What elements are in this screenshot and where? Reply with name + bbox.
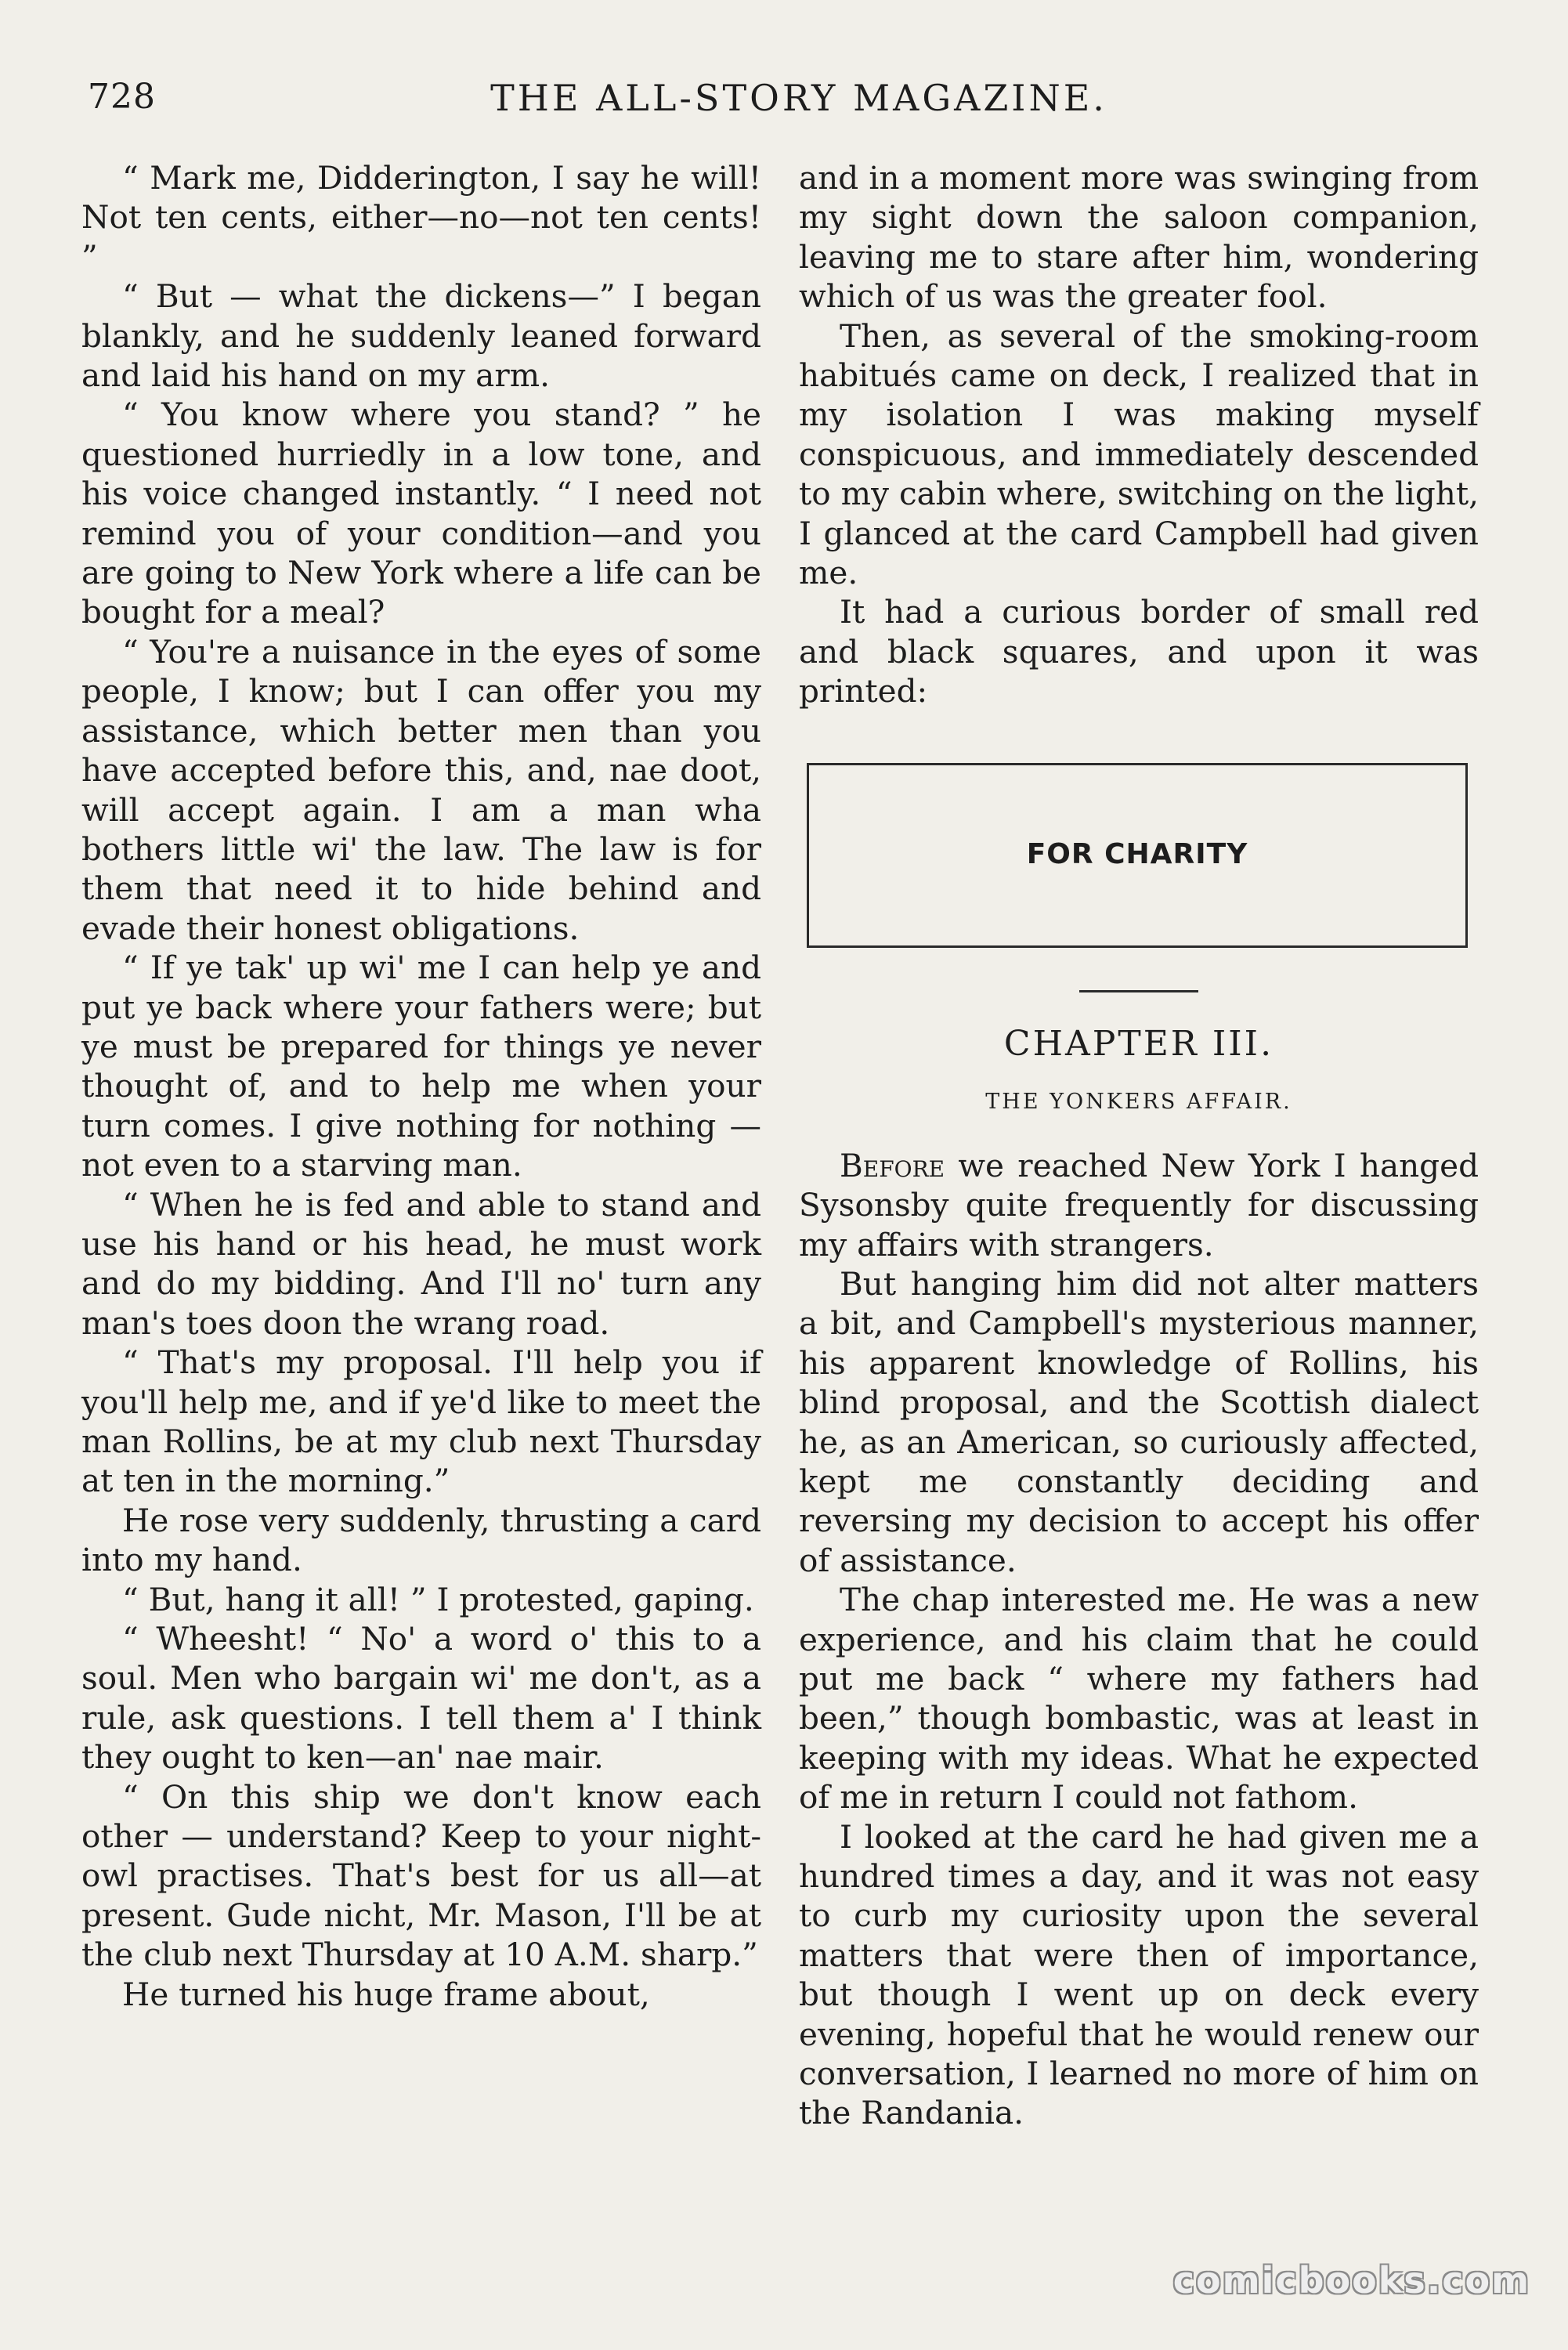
paragraph: I looked at the card he had given me a hundred times a day, and it was not easy to curb my curiosity upon the several matters that were then of importance, but though I went up on deck every evening, hopeful that he would renew our conversation, I learned no more of him on the Randania. xyxy=(799,1817,1479,2132)
paragraph: The chap interested me. He was a new experience, and his claim that he could put me back “ where my fathers had been,” though bombastic, was at least in keeping with my ideas. What he expected of me in return I could not fathom. xyxy=(799,1581,1479,1817)
paragraph: and in a moment more was swinging from my sight down the saloon companion, leaving me to stare after him, wondering which of us was the greater fool. xyxy=(799,159,1479,316)
paragraph: “ But, hang it all! ” I protested, gaping. xyxy=(122,1580,754,1618)
paragraph: “ Mark me, Didderington, I say he will! Not ten cents, either—no—not ten cents! ” xyxy=(81,159,761,276)
paragraph: He rose very suddenly, thrusting a card into my hand. xyxy=(81,1501,761,1579)
paragraph: “ When he is fed and able to stand and use his hand or his head, he must work and do my bidding. And I'll no' turn any man's toes doon the wrang road. xyxy=(81,1185,761,1342)
paragraph: “ But — what the dickens—” I began blankly, and he suddenly leaned forward and laid his hand on my arm. xyxy=(81,277,761,395)
paragraph-text: we reached New York I hanged Sysonsby quite frequently for discussing my affairs with strangers. xyxy=(799,1146,1479,1264)
charity-card xyxy=(807,763,1468,948)
right-column xyxy=(799,158,1479,2133)
paragraph: “ That's my proposal. I'll help you if you'll help me, and if ye'd like to meet the man Rollins, be at my club next Thursday at ten in the morning.” xyxy=(81,1343,761,1500)
paragraph xyxy=(799,1146,1479,1264)
paragraph: He turned his huge frame about, xyxy=(122,1975,650,2013)
chapter-subtitle: THE YONKERS AFFAIR. xyxy=(985,1089,1292,1114)
lead-word: Before xyxy=(840,1146,945,1184)
watermark: comicbooks.com xyxy=(1172,2259,1530,2301)
card-text: FOR CHARITY xyxy=(1026,838,1248,871)
left-column xyxy=(81,158,761,2014)
paragraph: “ If ye tak' up wi' me I can help ye and put ye back where your fathers were; but ye must be prepared for things ye never thought of, and to help me when your turn comes. I give nothing for nothing — not even to a starving man. xyxy=(81,949,761,1184)
chapter-title: CHAPTER III. xyxy=(1003,1023,1274,1064)
paragraph: “ Wheesht! “ No' a word o' this to a soul. Men who bargain wi' me don't, as a rule, ask questions. I tell them a' I think they ought to ken—an' nae mair. xyxy=(81,1620,761,1777)
section-divider xyxy=(1079,990,1198,992)
paragraph: It had a curious border of small red and black squares, and upon it was printed: xyxy=(799,593,1479,710)
paragraph: “ You know where you stand? ” he questioned hurriedly in a low tone, and his voice changed instantly. “ I need not remind you of your condition—and you are going to New York where a life can be bought for a meal? xyxy=(81,396,761,631)
chapter-body xyxy=(799,1146,1479,2133)
paragraph: But hanging him did not alter matters a bit, and Campbell's mysterious manner, his apparent knowledge of Rollins, his blind proposal, and the Scottish dialect he, as an American, so curiously affected, kept me constantly deciding and reversing my decision to accept his offer of assistance. xyxy=(799,1264,1479,1579)
paragraph: “ You're a nuisance in the eyes of some people, I know; but I can offer you my assistance, which better men than you have accepted before this, and, nae doot, will accept again. I am a man wha bothers little wi' the law. The law is for them that need it to hide behind and evade their honest obligations. xyxy=(81,632,761,947)
paragraph: Then, as several of the smoking-room habitués came on deck, I realized that in my isolation I was making myself conspicuous, and immediately descended to my cabin where, switching on the light, I glanced at the card Campbell had given me. xyxy=(799,316,1479,592)
magazine-title: THE ALL-STORY MAGAZINE. xyxy=(490,77,1107,119)
paragraph: “ On this ship we don't know each other — understand? Keep to your night-owl practises. That's best for us all—at present. Gude nicht, Mr. Mason, I'll be at the club next Thursday at 10 A.M. sharp.” xyxy=(81,1777,761,1974)
page-number: 728 xyxy=(88,77,156,117)
